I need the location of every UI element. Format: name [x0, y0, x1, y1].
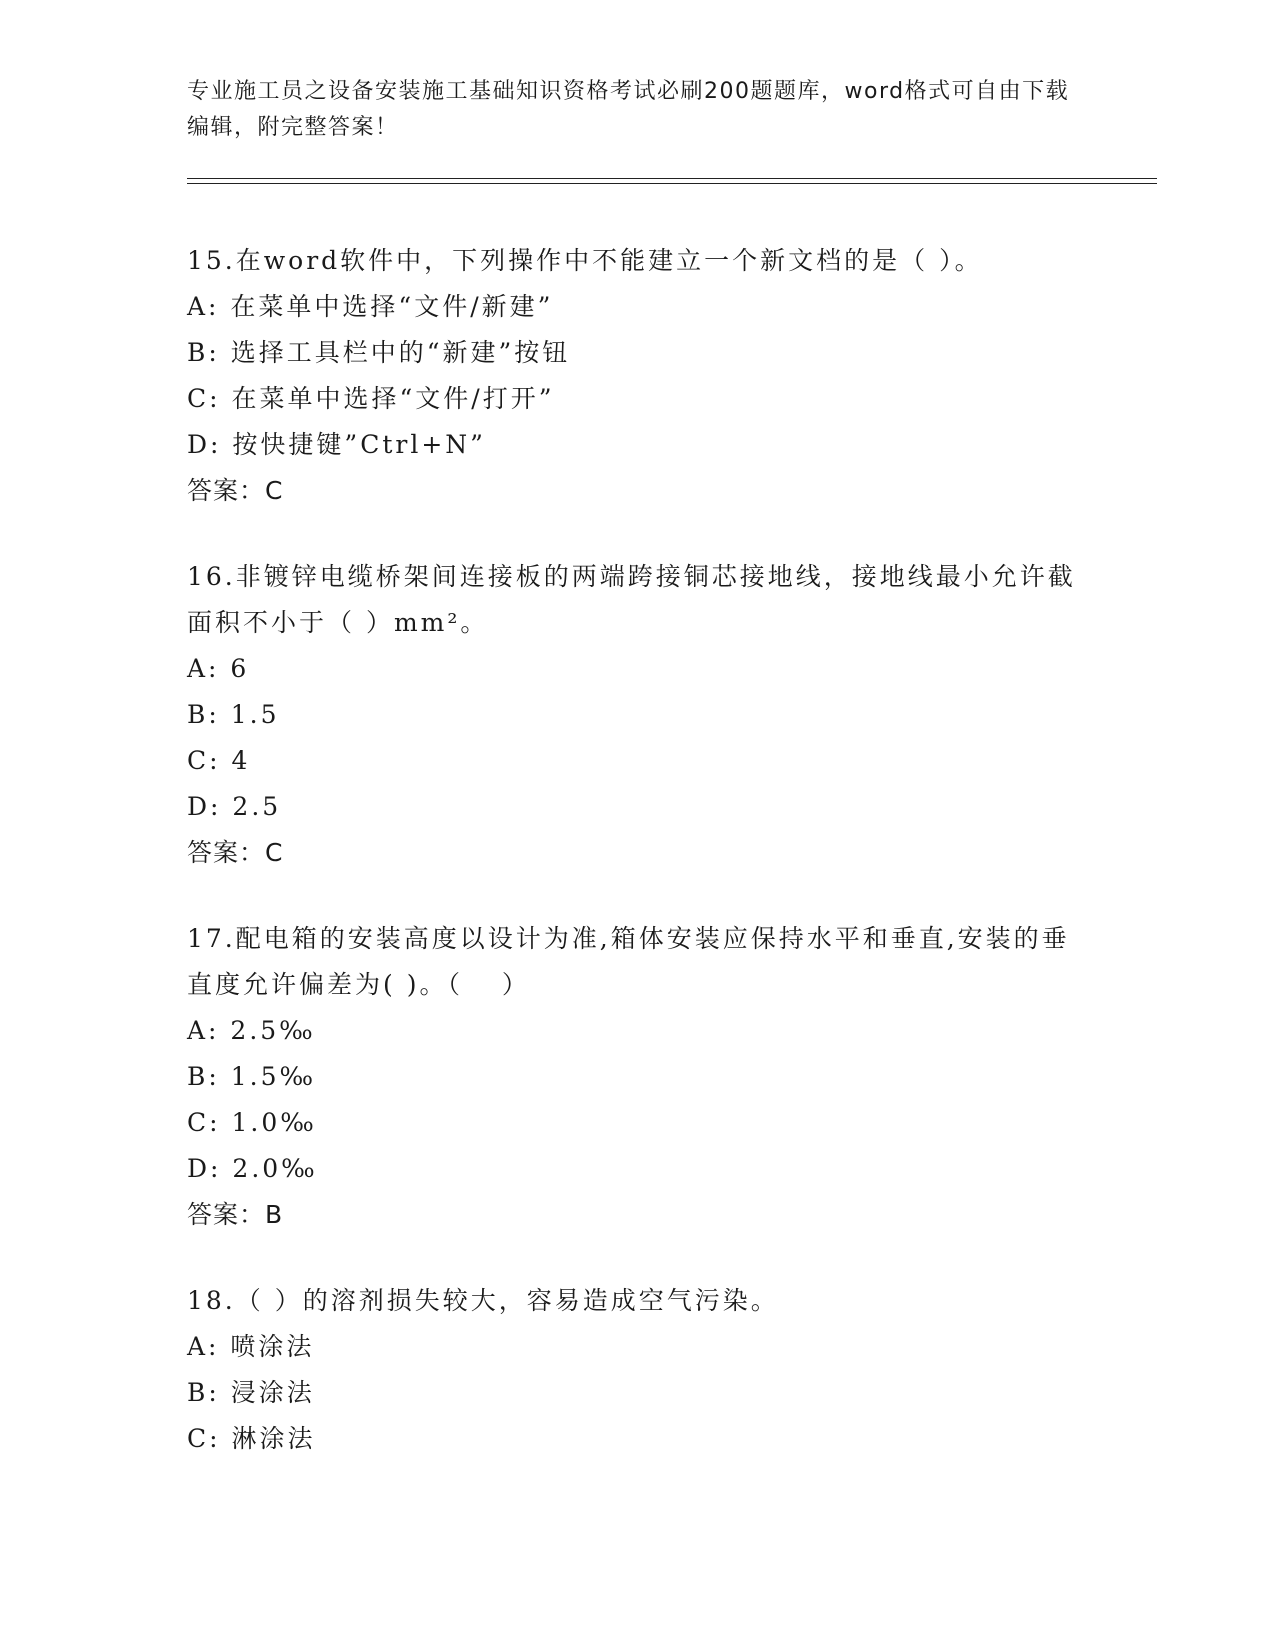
answer-text: 答案：B [187, 1200, 284, 1229]
question-list [187, 238, 1087, 1502]
option-d: D: 按快捷键”Ctrl+N” [187, 430, 486, 459]
question-text: 18.（ ）的溶剂损失较大，容易造成空气污染。 [187, 1286, 779, 1315]
answer-text: 答案：C [187, 838, 284, 867]
question-text: 15.在word软件中，下列操作中不能建立一个新文档的是（ ）。 [187, 246, 983, 275]
document-header [187, 74, 1087, 146]
option-b: B: 1.5 [187, 700, 280, 729]
option-a: A: 6 [187, 654, 250, 683]
option-c: C: 1.0‰ [187, 1108, 317, 1137]
option-b: B: 浸涂法 [187, 1378, 315, 1407]
answer-text: 答案：C [187, 476, 284, 505]
option-c: C: 4 [187, 746, 251, 775]
option-a: A: 喷涂法 [187, 1332, 315, 1361]
option-a: A: 在菜单中选择“文件/新建” [187, 292, 554, 321]
option-c: C: 在菜单中选择“文件/打开” [187, 384, 555, 413]
question-18 [187, 1278, 1087, 1462]
question-text: 16.非镀锌电缆桥架间连接板的两端跨接铜芯接地线，接地线最小允许截面积不小于（ ）mm²。 [187, 562, 1076, 637]
option-c: C: 淋涂法 [187, 1424, 316, 1453]
option-b: B: 选择工具栏中的“新建”按钮 [187, 338, 571, 367]
question-15 [187, 238, 1087, 514]
option-a: A: 2.5‰ [187, 1016, 316, 1045]
question-17 [187, 916, 1087, 1238]
question-text: 17.配电箱的安装高度以设计为准,箱体安装应保持水平和垂直,安装的垂直度允许偏差为( )。（ ） [187, 924, 1070, 999]
header-divider-top [187, 178, 1157, 179]
option-d: D: 2.0‰ [187, 1154, 318, 1183]
header-text: 专业施工员之设备安装施工基础知识资格考试必刷200题题库，word格式可自由下载编辑，附完整答案！ [187, 79, 1070, 140]
option-b: B: 1.5‰ [187, 1062, 317, 1091]
option-d: D: 2.5 [187, 792, 282, 821]
header-divider-bottom [187, 183, 1157, 184]
question-16 [187, 554, 1087, 876]
